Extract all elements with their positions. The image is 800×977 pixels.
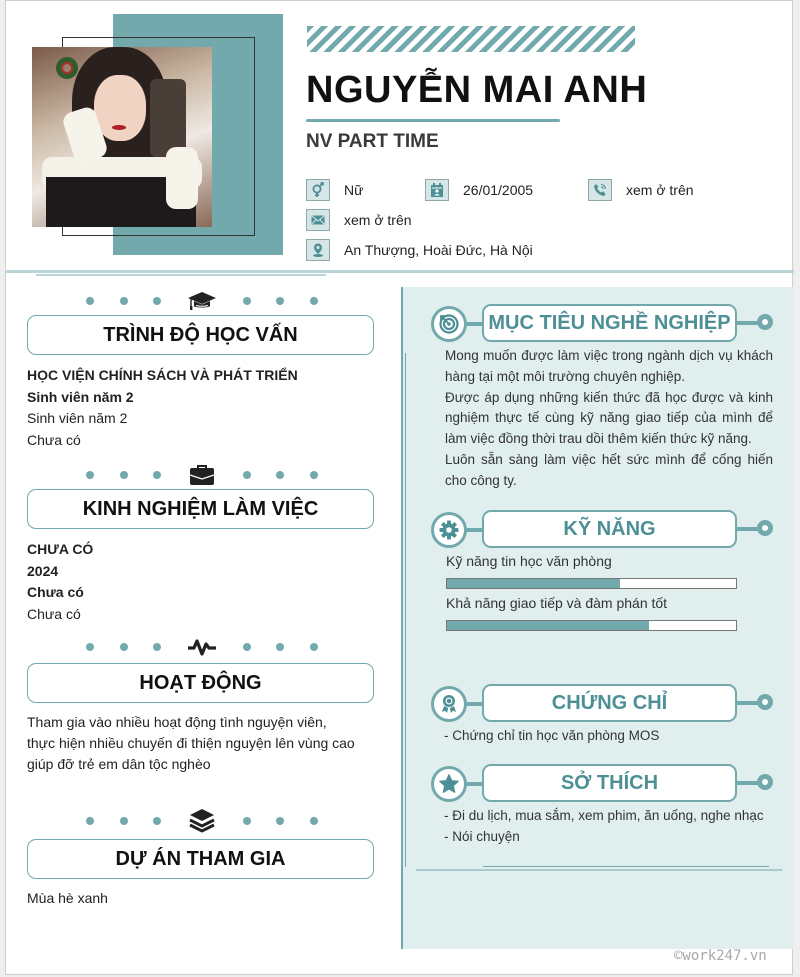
education-school: HỌC VIỆN CHÍNH SÁCH VÀ PHÁT TRIỂN bbox=[27, 367, 298, 383]
experience-position: Chưa có bbox=[27, 584, 84, 600]
section-header-skills bbox=[431, 510, 776, 550]
right-panel-inner-line bbox=[405, 353, 406, 867]
experience-ornament bbox=[86, 463, 318, 487]
location-icon bbox=[306, 239, 330, 261]
star-icon bbox=[431, 766, 467, 802]
email-icon bbox=[306, 209, 330, 231]
projects-content bbox=[27, 888, 108, 910]
section-title-certificates: CHỨNG CHỈ bbox=[482, 684, 737, 722]
footer-divider-secondary bbox=[416, 869, 782, 871]
activities-ornament bbox=[86, 635, 318, 659]
gear-icon bbox=[431, 512, 467, 548]
projects-ornament bbox=[86, 809, 318, 833]
calendar-icon bbox=[425, 179, 449, 201]
section-title-education: TRÌNH ĐỘ HỌC VẤN bbox=[27, 315, 374, 355]
certificate-item: - Chứng chỉ tin học văn phòng MOS bbox=[444, 728, 660, 743]
experience-description: Chưa có bbox=[27, 605, 81, 622]
hobby-item: - Nói chuyện bbox=[444, 829, 520, 844]
education-period: Sinh viên năm 2 bbox=[27, 410, 128, 426]
name-underline bbox=[306, 119, 560, 122]
candidate-name: NGUYỄN MAI ANH bbox=[306, 69, 648, 111]
layers-icon bbox=[187, 809, 217, 833]
skill-bar-fill bbox=[447, 621, 649, 630]
contact-birthday: 26/01/2005 bbox=[425, 179, 533, 201]
section-header-hobbies bbox=[431, 764, 776, 804]
footer-divider bbox=[483, 866, 769, 867]
experience-period: 2024 bbox=[27, 562, 59, 579]
section-header-objective bbox=[431, 304, 776, 344]
hobby-item: - Đi du lịch, mua sắm, xem phim, ăn uống, nghe nhạc bbox=[444, 808, 764, 823]
education-description: Chưa có bbox=[27, 431, 81, 448]
certificates-list bbox=[444, 725, 659, 746]
project-item: Mùa hè xanh bbox=[27, 890, 108, 906]
avatar bbox=[32, 47, 212, 227]
contact-email: xem ở trên bbox=[306, 209, 412, 231]
award-icon bbox=[431, 686, 467, 722]
job-title: NV PART TIME bbox=[306, 131, 439, 152]
gender-icon bbox=[306, 179, 330, 201]
contact-gender: Nữ bbox=[306, 179, 363, 201]
education-major: Sinh viên năm 2 bbox=[27, 388, 134, 405]
objective-content: Mong muốn được làm việc trong ngành dịch vụ khách hàng tại một môi trường chuyên nghiệp. Được áp dụng những kiến thức đã học được và kinh nghiệm thực tế cùng kỹ năng giao tiếp của mình để làm việc đồng thời trau dồi thêm kiến thức kỹ năng. Luôn sẵn sàng làm việc hết sức mình để cống hiến cho công ty. bbox=[445, 348, 773, 488]
section-title-skills: KỸ NĂNG bbox=[482, 510, 737, 548]
phone-icon bbox=[588, 179, 612, 201]
skill-name: Khả năng giao tiếp và đàm phán tốt bbox=[446, 595, 668, 611]
skill-bar-fill bbox=[447, 579, 620, 588]
section-title-activities: HOẠT ĐỘNG bbox=[27, 663, 374, 703]
education-ornament bbox=[86, 289, 318, 313]
skill-bar bbox=[446, 578, 737, 589]
experience-company: CHƯA CÓ bbox=[27, 541, 94, 557]
target-icon bbox=[431, 306, 467, 342]
cv-page bbox=[5, 0, 793, 975]
header-divider bbox=[6, 270, 794, 273]
section-header-certificates bbox=[431, 684, 776, 724]
section-title-projects: DỰ ÁN THAM GIA bbox=[27, 839, 374, 879]
skill-bar bbox=[446, 620, 737, 631]
section-title-hobbies: SỞ THÍCH bbox=[482, 764, 737, 802]
activities-content: Tham gia vào nhiều hoạt động tình nguyện viên, thực hiện nhiều chuyến đi thiện nguyện lên vùng cao giúp đỡ trẻ em dân tộc nghèo bbox=[27, 714, 355, 772]
graduation-cap-icon bbox=[187, 289, 217, 313]
pulse-icon bbox=[187, 635, 217, 659]
contact-phone: xem ở trên bbox=[588, 179, 694, 201]
right-panel-border bbox=[401, 287, 403, 949]
section-title-experience: KINH NGHIỆM LÀM VIỆC bbox=[27, 489, 374, 529]
briefcase-icon bbox=[187, 463, 217, 487]
decorative-stripes bbox=[307, 26, 635, 52]
hobbies-list bbox=[444, 805, 764, 847]
education-content bbox=[27, 365, 298, 451]
experience-content bbox=[27, 539, 93, 625]
skill-name: Kỹ năng tin học văn phòng bbox=[446, 553, 612, 569]
section-title-objective: MỤC TIÊU NGHỀ NGHIỆP bbox=[482, 304, 737, 342]
watermark: ©work247.vn bbox=[674, 948, 767, 964]
contact-address: An Thượng, Hoài Đức, Hà Nội bbox=[306, 239, 533, 261]
header-divider-secondary bbox=[36, 274, 326, 276]
